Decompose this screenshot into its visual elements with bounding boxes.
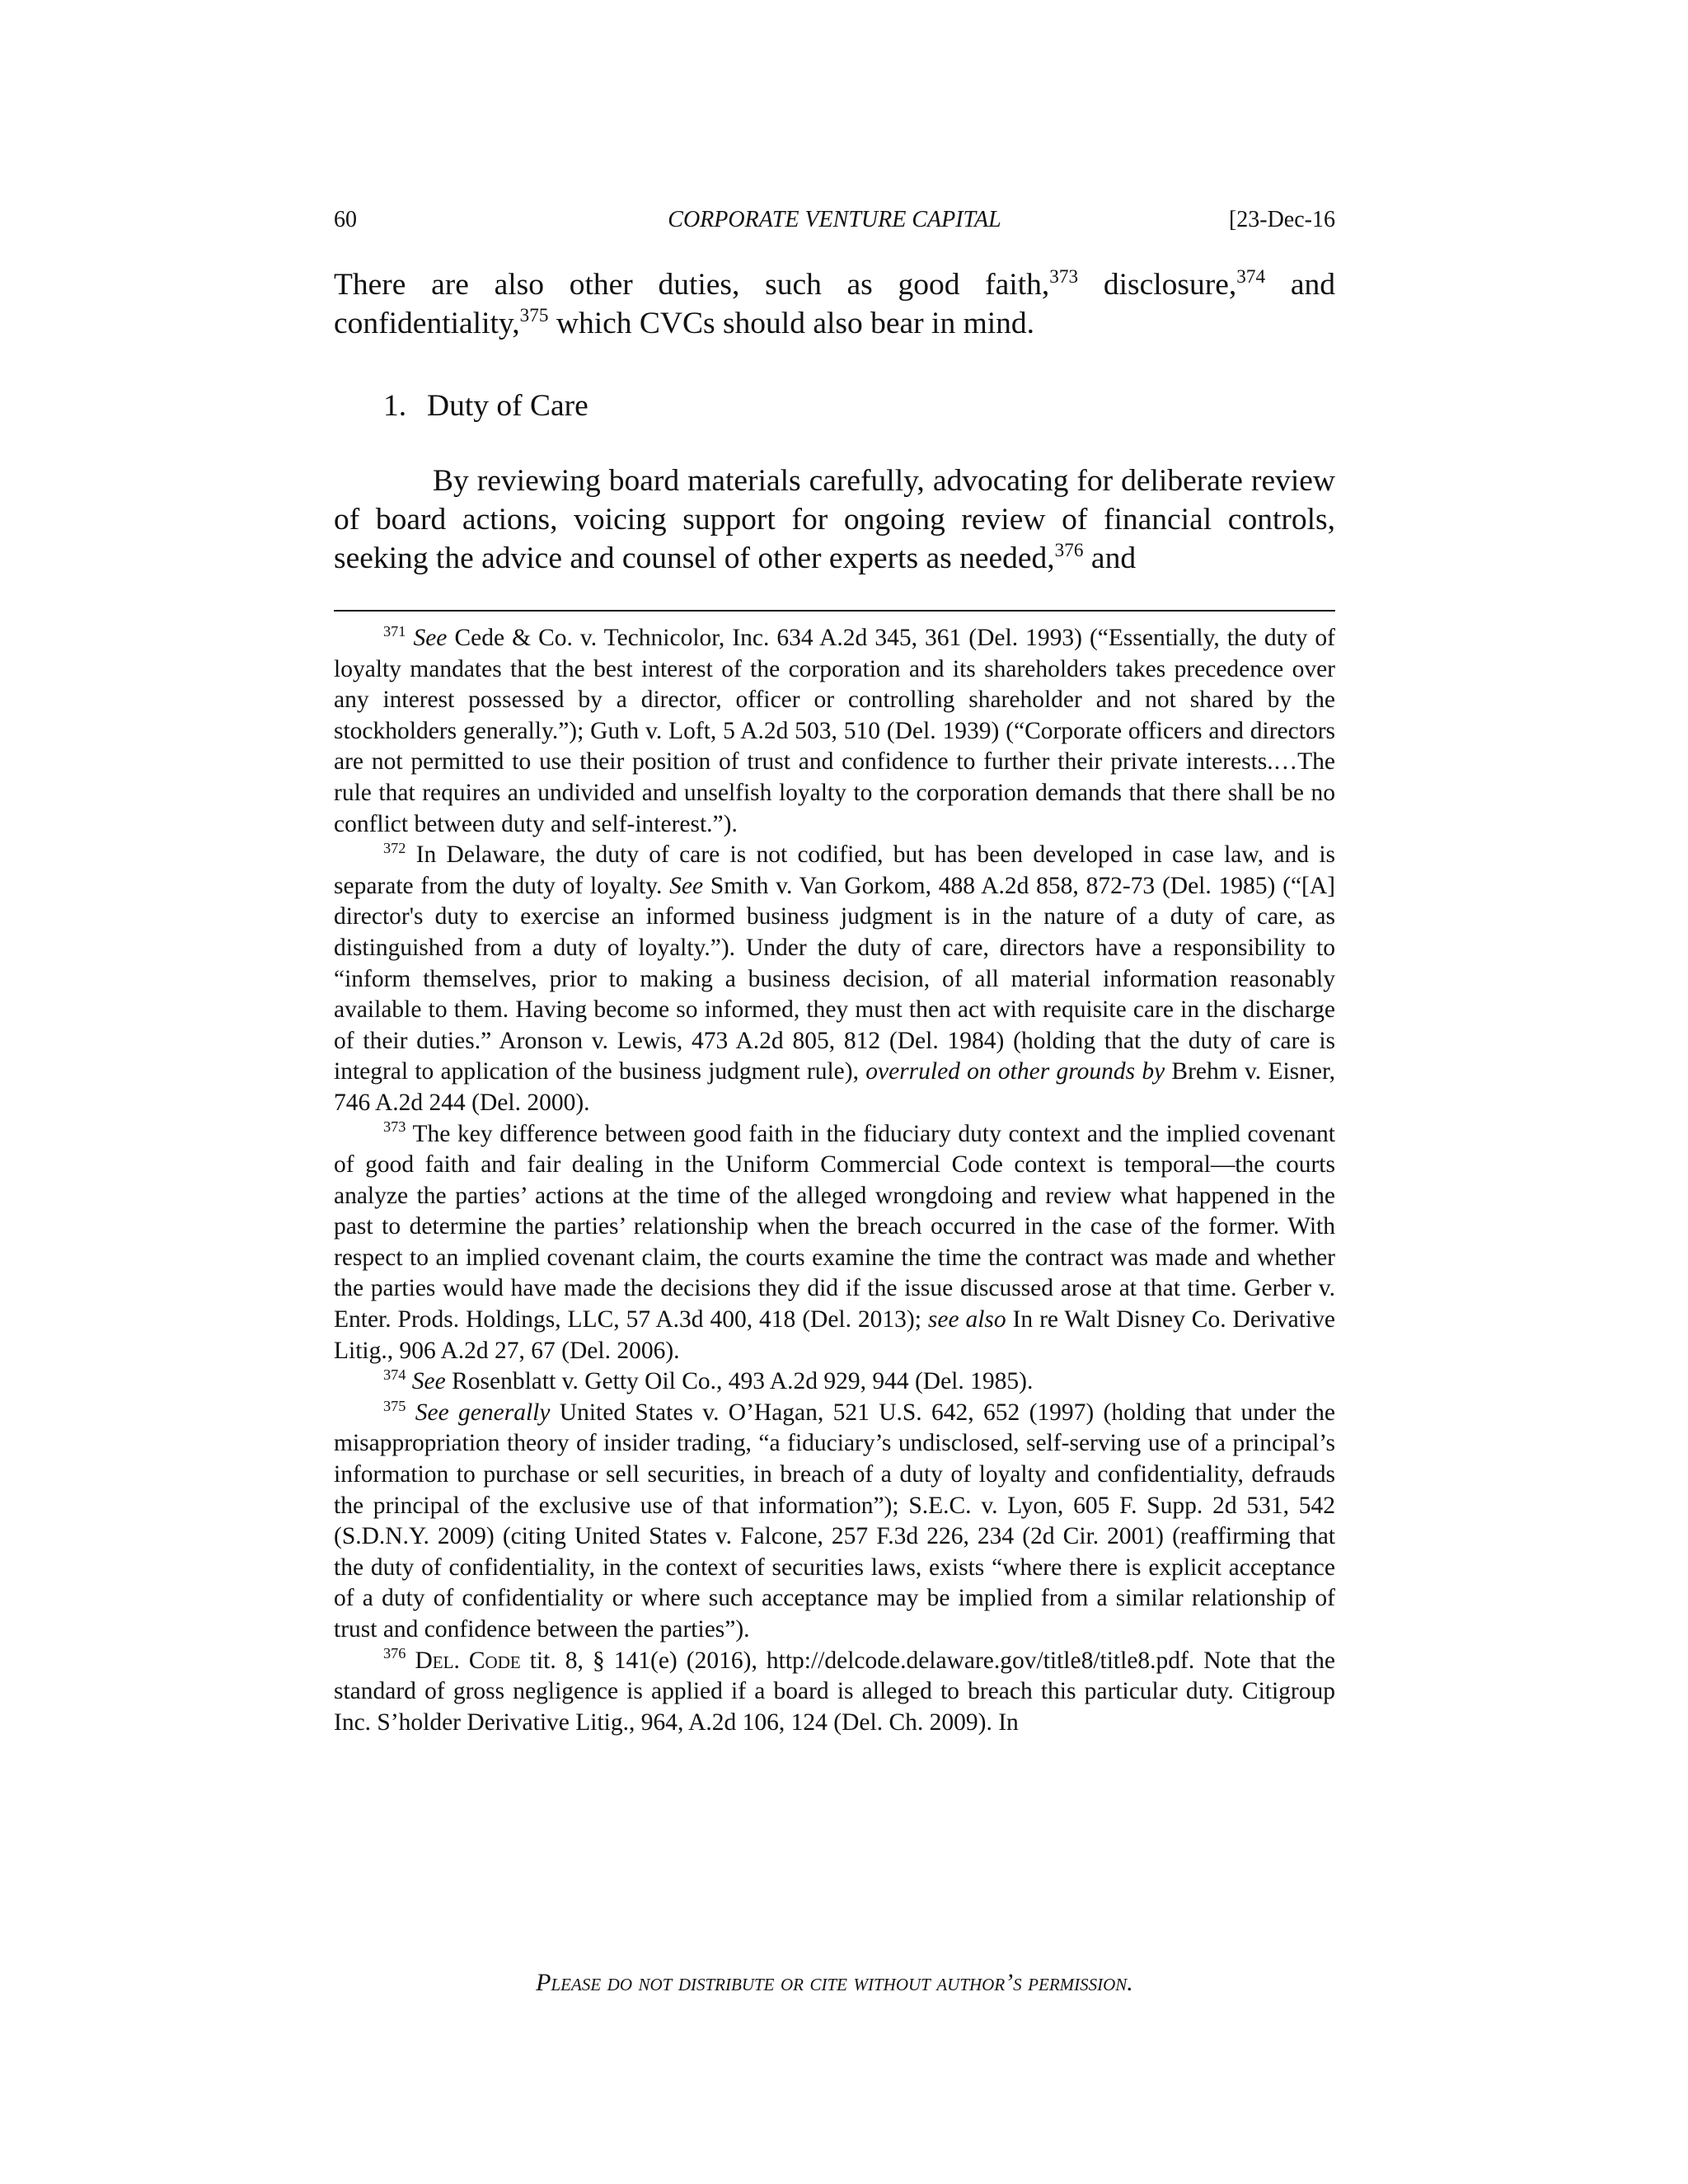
footnote-373: $^{373}$ The key difference between good faith in the fiduciary duty context and the implied covenant of good faith and fair dealing in the Uniform Commercial Code context is temporal—the courts analyze the parties’ actions at the time of the alleged wrongdoing and review what happened in the past to determine the parties’ relationship when the breach occurred in the case of the former. With respect to an implied covenant claim, the courts examine the time the contract was made and whether the parties would have made the decisions they did if the issue discussed arose at that time. Gerber v. Enter. Prods. Holdings, LLC, 57 A.3d 400, 418 (Del. 2013); see also In re Walt Disney Co. Derivative Litig., 906 A.2d 27, 67 (Del. 2006). bbox=[334, 1118, 1336, 1364]
footnote-374: $^{374}$ See Rosenblatt v. Getty Oil Co., 493 A.2d 929, 944 (Del. 1985). bbox=[383, 1366, 1034, 1395]
footnote-number: 373 bbox=[383, 1118, 406, 1136]
section-heading bbox=[383, 387, 588, 425]
duty-of-care-paragraph: By reviewing board materials carefully, advocating for deliberate review of board actions, voicing support for ongoing review of financial controls, seeking the advice and counsel of other experts as needed,$^{376}$ and bbox=[334, 464, 1335, 575]
distribution-notice: Please do not distribute or cite without author’s permission. bbox=[536, 1969, 1133, 1996]
running-title: CORPORATE VENTURE CAPITAL bbox=[668, 207, 1001, 232]
section-number: 1. bbox=[383, 389, 407, 423]
intro-paragraph: There are also other duties, such as good faith,$^{373}$ disclosure,$^{374}$ and confidentiality,$^{375}$ which CVCs should also bear in mind. bbox=[334, 265, 1335, 340]
footnote-number: 376 bbox=[383, 1645, 406, 1662]
running-header bbox=[334, 206, 1335, 234]
footnote-number: 372 bbox=[383, 839, 406, 856]
footnote-ref-374[interactable]: 374 bbox=[1236, 265, 1266, 288]
footnote-ref-375[interactable]: 375 bbox=[519, 304, 549, 326]
footnote-separator bbox=[334, 610, 1335, 612]
footnotes bbox=[334, 623, 1335, 1738]
footnote-ref-376[interactable]: 376 bbox=[1054, 539, 1084, 561]
header-date: [23-Dec-16 bbox=[1228, 207, 1335, 232]
footnote-375: $^{375}$ See generally United States v. O’Hagan, 521 U.S. 642, 652 (1997) (holding that under the misappropriation theory of insider trading, “a fiduciary’s undisclosed, self-serving use of a principal’s information to purchase or sell securities, in breach of a duty of loyalty and confidentiality, defrauds the principal of the exclusive use of that information”); S.E.C. v. Lyon, 605 F. Supp. 2d 531, 542 (S.D.N.Y. 2009) (citing United States v. Falcone, 257 F.3d 226, 234 (2d Cir. 2001) (reaffirming that the duty of confidentiality, in the context of securities laws, exists “where there is explicit acceptance of a duty of confidentiality or where such acceptance may be implied from a similar relationship of trust and confidence between the parties”). bbox=[334, 1397, 1335, 1643]
page-number: 60 bbox=[334, 207, 357, 232]
footnote-number: 374 bbox=[383, 1366, 406, 1383]
statute-name: Del. Code bbox=[415, 1647, 521, 1674]
footnote-376: $^{376}$ Del. Code tit. 8, § 141(e) (2016), http://delcode.delaware.gov/title8/title8.pdf. Note that the standard of gross negligence is applied if a board is alleged to breach this particular duty. Citigroup Inc. S’holder Derivative Litig., 964, A.2d 106, 124 (Del. Ch. 2009). In bbox=[334, 1645, 1336, 1736]
footnote-ref-373[interactable]: 373 bbox=[1049, 265, 1079, 288]
footnote-371: $^{371}$ See Cede & Co. v. Technicolor, Inc. 634 A.2d 345, 361 (Del. 1993) (“Essentially, the duty of loyalty mandates that the best interest of the corporation and its shareholders takes precedence over any interest possessed by a director, officer or controlling shareholder and not shared by the stockholders generally.”); Guth v. Loft, 5 A.2d 503, 510 (Del. 1939) (“Corporate officers and directors are not permitted to use their position of trust and confidence to further their private interests.…The rule that requires an undivided and unselfish loyalty to the corporation demands that there shall be no conflict between duty and self-interest.”). bbox=[334, 622, 1335, 837]
footnote-372: $^{372}$ In Delaware, the duty of care is not codified, but has been developed in case law, and is separate from the duty of loyalty. See Smith v. Van Gorkom, 488 A.2d 858, 872-73 (Del. 1985) (“[A] director's duty to exercise an informed business judgment is in the nature of a duty of care, as distinguished from a duty of loyalty.”). Under the duty of care, directors have a responsibility to “inform themselves, prior to making a business decision, of all material information reasonably available to them. Having become so informed, they must then act with requisite care in the discharge of their duties.” Aronson v. Lewis, 473 A.2d 805, 812 (Del. 1984) (holding that the duty of care is integral to application of the business judgment rule), overruled on other grounds by Brehm v. Eisner, 746 A.2d 244 (Del. 2000). bbox=[334, 839, 1336, 1116]
footnote-number: 375 bbox=[383, 1397, 406, 1414]
footnote-number: 371 bbox=[383, 622, 406, 640]
section-title: Duty of Care bbox=[427, 389, 588, 423]
document-page bbox=[334, 0, 1335, 2184]
